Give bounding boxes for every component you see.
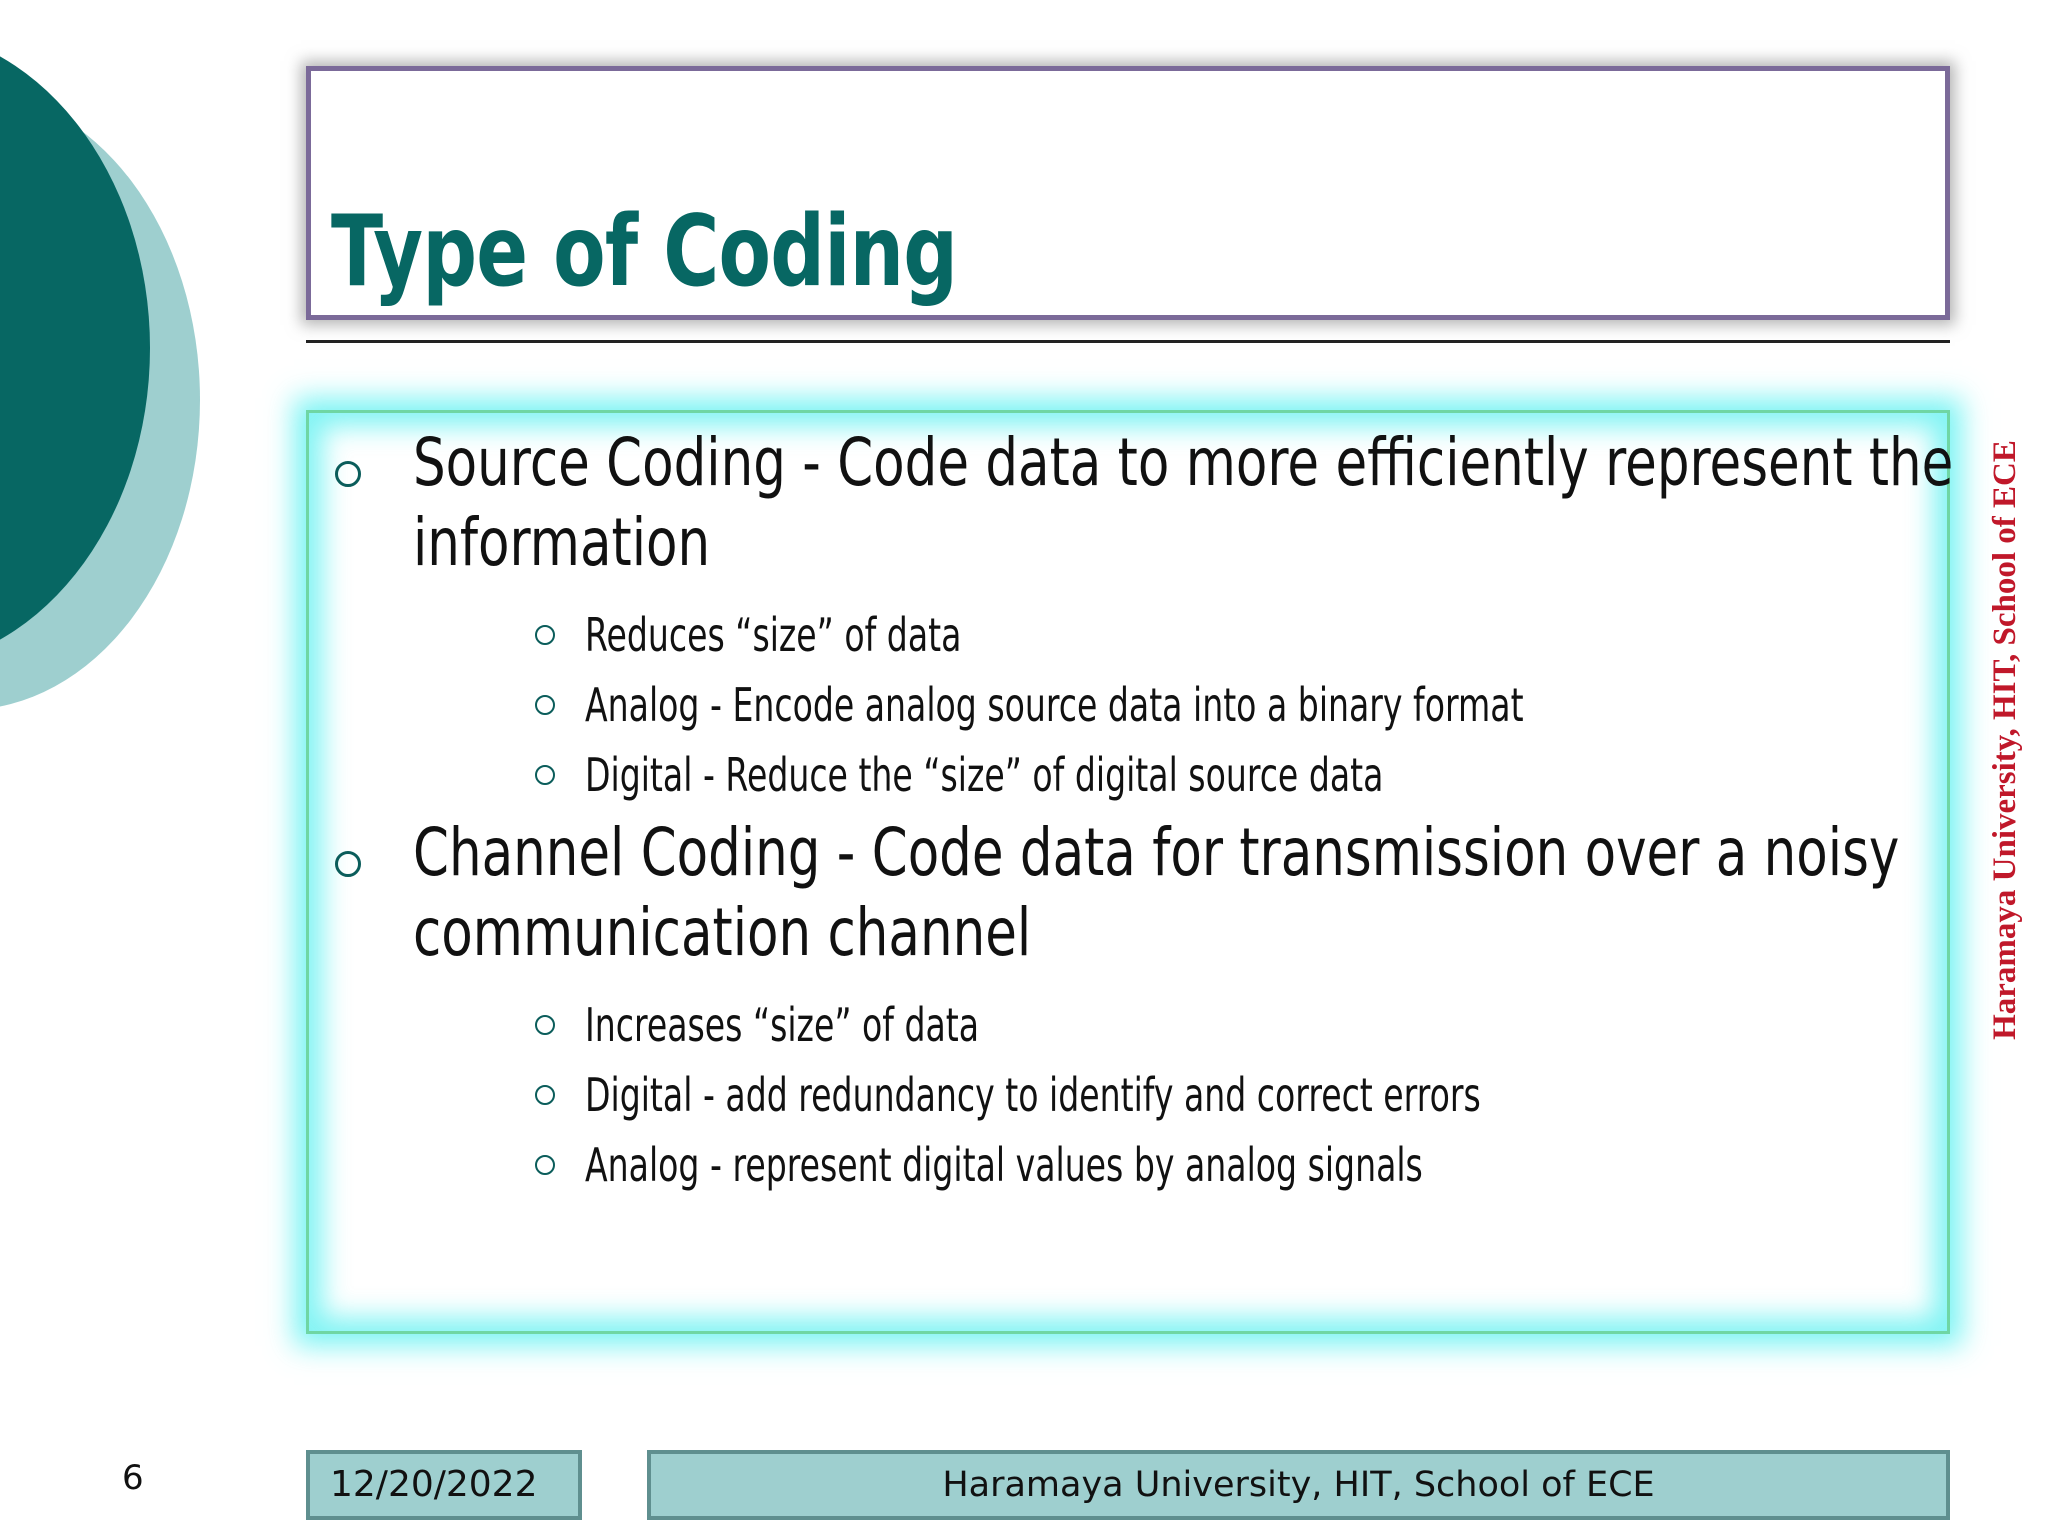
bullet-line-2: communication channel <box>413 894 1032 971</box>
title-divider <box>306 340 1950 343</box>
hollow-circle-bullet-icon <box>335 461 361 487</box>
sub-bullet-text: Increases “size” of data <box>585 998 980 1052</box>
bullet-line-2: information <box>413 504 711 581</box>
bullet-text <box>413 423 1954 583</box>
slide-number: 6 <box>122 1458 144 1498</box>
content-box <box>306 410 1954 1334</box>
hollow-circle-bullet-icon <box>535 1155 555 1175</box>
hollow-circle-bullet-icon <box>535 765 555 785</box>
sub-bullet-text: Reduces “size” of data <box>585 608 962 662</box>
vertical-institution-label: Haramaya University, HIT, School of ECE <box>1987 440 2023 1040</box>
hollow-circle-bullet-icon <box>535 1085 555 1105</box>
footer-date: 12/20/2022 <box>306 1450 582 1520</box>
sub-bullet-text: Digital - add redundancy to identify and correct errors <box>585 1068 1481 1122</box>
bullet-line-1: Source Coding - Code data to more efficiently represent the <box>413 424 1954 501</box>
slide-title: Type of Coding <box>331 195 958 309</box>
bullet-line-1: Channel Coding - Code data for transmission over a noisy <box>413 814 1900 891</box>
sub-bullet <box>535 993 1835 1053</box>
hollow-circle-bullet-icon <box>335 851 361 877</box>
sub-bullet-text: Digital - Reduce the “size” of digital source data <box>585 748 1384 802</box>
bullet-text <box>413 813 1900 973</box>
sub-bullet-text: Analog - represent digital values by analog signals <box>585 1138 1423 1192</box>
sub-bullet <box>535 1063 1835 1123</box>
sub-bullet <box>535 673 1835 733</box>
sub-bullet <box>535 1133 1835 1193</box>
title-box <box>306 66 1950 320</box>
hollow-circle-bullet-icon <box>535 625 555 645</box>
hollow-circle-bullet-icon <box>535 1015 555 1035</box>
sub-bullet <box>535 743 1835 803</box>
sub-bullet-text: Analog - Encode analog source data into a binary format <box>585 678 1524 732</box>
sub-bullet <box>535 603 1835 663</box>
hollow-circle-bullet-icon <box>535 695 555 715</box>
footer-institution: Haramaya University, HIT, School of ECE <box>647 1450 1950 1520</box>
